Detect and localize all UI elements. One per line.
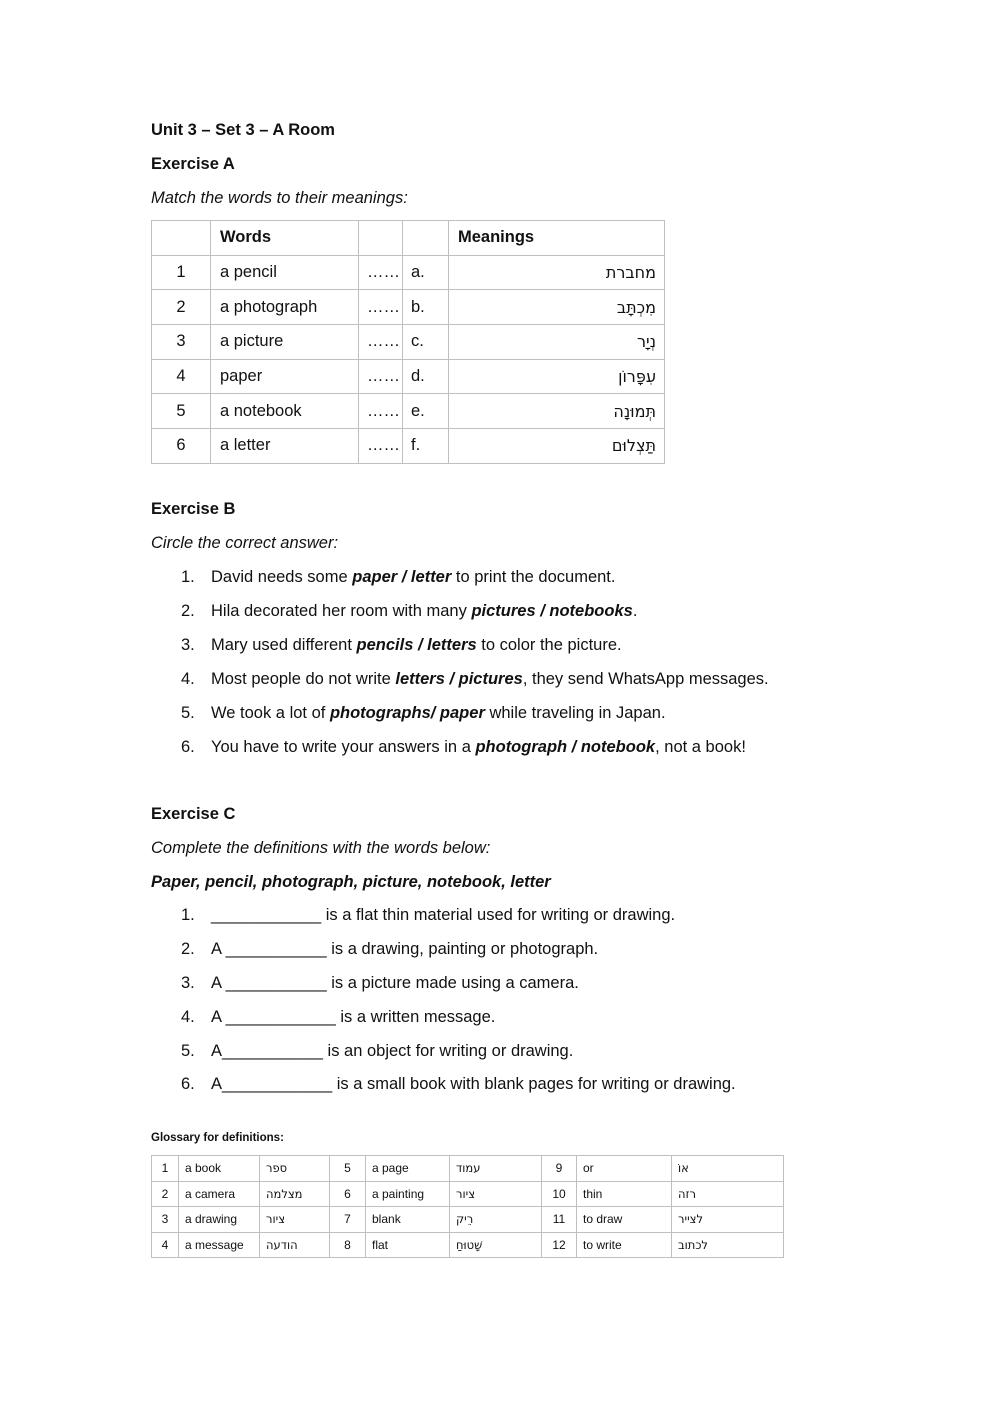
item-number: 6. [181, 1075, 195, 1093]
glossary-english: flat [366, 1232, 450, 1258]
table-header-row [152, 221, 665, 256]
definition-text[interactable]: A ___________ is a drawing, painting or photograph. [211, 940, 599, 958]
glossary-row [152, 1232, 784, 1258]
item-text: , they send WhatsApp messages. [522, 670, 769, 688]
table-row [152, 290, 665, 325]
list-item [181, 601, 637, 621]
glossary-hebrew: לכתוב [672, 1232, 784, 1258]
answer-choice[interactable]: pencils / letters [356, 636, 477, 654]
match-letter: b. [403, 290, 449, 325]
header-meanings: Meanings [449, 221, 665, 256]
glossary-row [152, 1181, 784, 1207]
match-letter: e. [403, 394, 449, 429]
match-answer-blank[interactable]: …… [359, 325, 403, 360]
glossary-row [152, 1156, 784, 1182]
glossary-english: a book [179, 1156, 260, 1182]
answer-choice[interactable]: photograph / notebook [475, 738, 656, 756]
list-item [181, 635, 622, 655]
list-item [181, 669, 769, 689]
match-meaning: מִכְתָּב [449, 290, 665, 325]
match-letter: a. [403, 255, 449, 290]
match-word: paper [211, 359, 359, 394]
item-text: Hila decorated her room with many [211, 602, 472, 620]
item-number: 5. [181, 1042, 195, 1060]
list-item [181, 905, 675, 925]
glossary-english: a message [179, 1232, 260, 1258]
answer-choice[interactable]: paper / letter [352, 568, 452, 586]
match-letter: f. [403, 429, 449, 464]
header-cell [403, 221, 449, 256]
glossary-hebrew: ספר [260, 1156, 330, 1182]
item-number: 1. [181, 906, 195, 924]
exercise-c-heading: Exercise C [151, 805, 236, 823]
glossary-row [152, 1207, 784, 1233]
match-answer-blank[interactable]: …… [359, 255, 403, 290]
glossary-hebrew: אוֹ [672, 1156, 784, 1182]
match-meaning: נְיָר [449, 325, 665, 360]
item-text: David needs some [211, 568, 353, 586]
match-word: a notebook [211, 394, 359, 429]
list-item [181, 703, 666, 723]
match-word: a letter [211, 429, 359, 464]
item-text: Most people do not write [211, 670, 396, 688]
item-text: while traveling in Japan. [484, 704, 666, 722]
header-cell [152, 221, 211, 256]
definition-text[interactable]: A ____________ is a written message. [211, 1008, 496, 1026]
glossary-english: a painting [366, 1181, 450, 1207]
list-item [181, 1041, 573, 1061]
match-number: 4 [152, 359, 211, 394]
match-meaning: עִפָּרוֹן [449, 359, 665, 394]
glossary-number: 8 [330, 1232, 366, 1258]
exercise-b-heading: Exercise B [151, 500, 236, 518]
glossary-number: 7 [330, 1207, 366, 1233]
glossary-number: 10 [542, 1181, 577, 1207]
item-number: 4. [181, 1008, 195, 1026]
definition-text[interactable]: ____________ is a flat thin material used for writing or drawing. [211, 906, 676, 924]
glossary-number: 5 [330, 1156, 366, 1182]
glossary-english: blank [366, 1207, 450, 1233]
definition-text[interactable]: A ___________ is a picture made using a camera. [211, 974, 579, 992]
glossary-english: a drawing [179, 1207, 260, 1233]
header-words: Words [211, 221, 359, 256]
glossary-number: 2 [152, 1181, 179, 1207]
item-number: 5. [181, 704, 195, 722]
glossary-hebrew: ציור [260, 1207, 330, 1233]
list-item [181, 1074, 736, 1094]
list-item [181, 939, 598, 959]
matching-table [151, 220, 665, 464]
answer-choice[interactable]: pictures / notebooks [471, 602, 633, 620]
definition-text[interactable]: A____________ is a small book with blank pages for writing or drawing. [211, 1075, 736, 1093]
glossary-number: 12 [542, 1232, 577, 1258]
glossary-table [151, 1155, 784, 1258]
exercise-b-instruction: Circle the correct answer: [151, 534, 339, 552]
glossary-hebrew: הודעה [260, 1232, 330, 1258]
glossary-number: 1 [152, 1156, 179, 1182]
match-number: 1 [152, 255, 211, 290]
glossary-hebrew: רֵיק [450, 1207, 542, 1233]
glossary-english: to draw [577, 1207, 672, 1233]
glossary-hebrew: לצייר [672, 1207, 784, 1233]
item-number: 4. [181, 670, 195, 688]
header-cell [359, 221, 403, 256]
match-answer-blank[interactable]: …… [359, 359, 403, 394]
item-number: 3. [181, 974, 195, 992]
match-letter: d. [403, 359, 449, 394]
match-meaning: מחברת [449, 255, 665, 290]
item-text: to color the picture. [476, 636, 622, 654]
item-text: . [632, 602, 638, 620]
match-number: 6 [152, 429, 211, 464]
match-answer-blank[interactable]: …… [359, 290, 403, 325]
answer-choice[interactable]: photographs/ paper [329, 704, 485, 722]
match-answer-blank[interactable]: …… [359, 429, 403, 464]
match-number: 5 [152, 394, 211, 429]
glossary-number: 6 [330, 1181, 366, 1207]
page-title: Unit 3 – Set 3 – A Room [151, 121, 335, 139]
item-text: to print the document. [451, 568, 616, 586]
exercise-a-heading: Exercise A [151, 155, 235, 173]
glossary-english: thin [577, 1181, 672, 1207]
item-text: Mary used different [211, 636, 357, 654]
item-number: 2. [181, 602, 195, 620]
item-text: You have to write your answers in a [211, 738, 476, 756]
glossary-hebrew: עמוד [450, 1156, 542, 1182]
table-row [152, 255, 665, 290]
match-number: 2 [152, 290, 211, 325]
answer-choice[interactable]: letters / pictures [395, 670, 523, 688]
glossary-hebrew: מצלמה [260, 1181, 330, 1207]
match-word: a picture [211, 325, 359, 360]
match-number: 3 [152, 325, 211, 360]
exercise-a-instruction: Match the words to their meanings: [151, 189, 408, 207]
match-word: a photograph [211, 290, 359, 325]
table-row [152, 359, 665, 394]
match-meaning: תַּצְלוּם [449, 429, 665, 464]
glossary-number: 4 [152, 1232, 179, 1258]
match-answer-blank[interactable]: …… [359, 394, 403, 429]
glossary-english: a camera [179, 1181, 260, 1207]
glossary-hebrew: שָׁטוּחַ [450, 1232, 542, 1258]
item-text: , not a book! [655, 738, 746, 756]
list-item [181, 973, 579, 993]
list-item [181, 567, 615, 587]
item-number: 3. [181, 636, 195, 654]
item-number: 2. [181, 940, 195, 958]
match-word: a pencil [211, 255, 359, 290]
table-row [152, 429, 665, 464]
glossary-number: 9 [542, 1156, 577, 1182]
glossary-number: 11 [542, 1207, 577, 1233]
list-item [181, 737, 746, 757]
list-item [181, 1007, 495, 1027]
glossary-hebrew: ציור [450, 1181, 542, 1207]
match-letter: c. [403, 325, 449, 360]
glossary-english: a page [366, 1156, 450, 1182]
glossary-hebrew: רזה [672, 1181, 784, 1207]
glossary-title: Glossary for definitions: [151, 1132, 284, 1144]
table-row [152, 394, 665, 429]
glossary-number: 3 [152, 1207, 179, 1233]
item-text: We took a lot of [211, 704, 330, 722]
exercise-c-instruction: Complete the definitions with the words below: [151, 839, 491, 857]
item-number: 1. [181, 568, 195, 586]
definition-text[interactable]: A___________ is an object for writing or drawing. [211, 1042, 574, 1060]
match-meaning: תְּמוּנָה [449, 394, 665, 429]
glossary-english: or [577, 1156, 672, 1182]
item-number: 6. [181, 738, 195, 756]
table-row [152, 325, 665, 360]
glossary-english: to write [577, 1232, 672, 1258]
word-bank: Paper, pencil, photograph, picture, notebook, letter [151, 873, 551, 891]
